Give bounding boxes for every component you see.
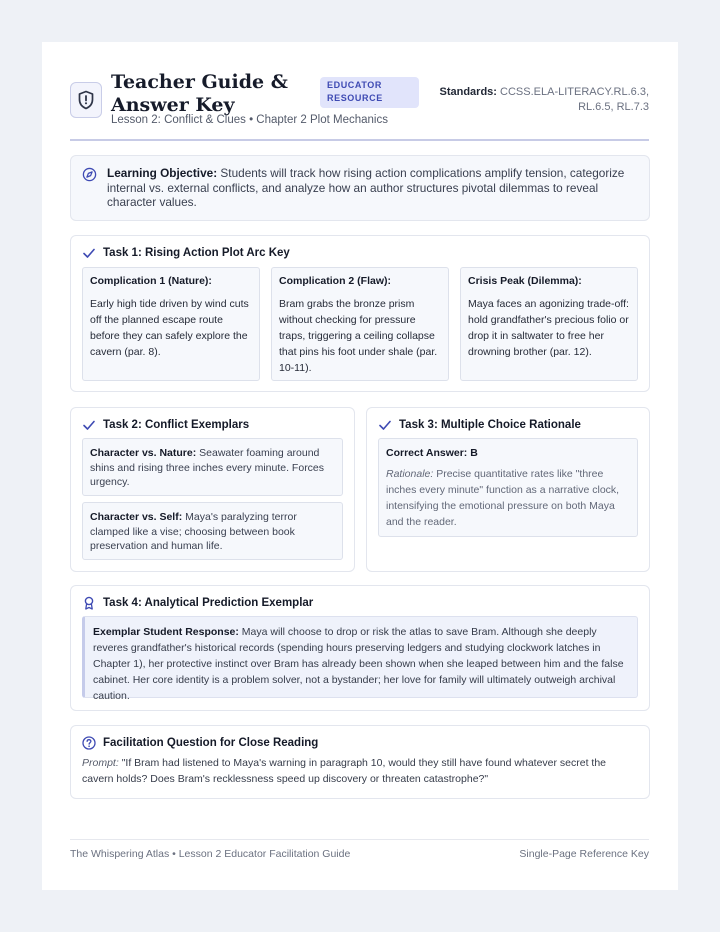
standards-value: CCSS.ELA-LITERACY.RL.6.3, RL.6.5, RL.7.3 [500,86,649,113]
educator-resource-badge: EDUCATOR RESOURCE [320,77,419,108]
conflict-exemplar-nature [82,438,343,496]
guide-page [42,42,678,890]
lesson-subtitle: Lesson 2: Conflict & Clues • Chapter 2 Plot Mechanics [111,114,388,126]
task1-title [82,246,290,260]
facilitation-title [82,736,318,750]
help-circle-icon [82,736,96,750]
footer-divider [70,839,649,840]
task3-title-text: Task 3: Multiple Choice Rationale [399,419,581,431]
task2-title-text: Task 2: Conflict Exemplars [103,419,250,431]
task3-title [378,418,581,432]
exemplar-label: Character vs. Nature: [90,447,197,459]
exemplar-text: Maya's paralyzing terror clamped like a vise; choosing between book preservation and human life. [90,511,297,552]
footer-left: The Whispering Atlas • Lesson 2 Educator Facilitation Guide [70,848,351,860]
rationale-body: Precise quantitative rates like "three inches every minute" function as a narrative clock, intensifying the emotional pressure on both Maya and the reader. [386,467,620,528]
plot-card-crisis-peak [460,267,638,381]
objective-text [107,166,635,210]
task1-title-text: Task 1: Rising Action Plot Arc Key [103,247,290,259]
task4-section [70,585,650,711]
standards [424,85,649,115]
check-icon [82,246,96,260]
rationale-text [386,466,630,530]
rationale-label: Rationale: [386,467,434,480]
exemplar-label: Character vs. Self: [90,511,183,523]
exemplar-response-text: Maya will choose to drop or risk the atlas to save Bram. Although she deeply reveres grandfather's historical records (spending hours preserving ledgers and studying clockwork latches in Chapter 1), her protective instinct over Bram has already been shown when she leaped between him and the false cabinet. Her core identity is a problem solver, not a bystander; her love for family will ultimately outweigh archival caution. [93,626,624,702]
card-heading: Complication 2 (Flaw): [279,275,392,287]
conflict-exemplar-self [82,502,343,560]
compass-icon [82,167,97,187]
card-heading: Complication 1 (Nature): [90,275,212,287]
card-body: Bram grabs the bronze prism without checking for pressure traps, triggering a ceiling collapse that pins his foot under shale (par. 10-11). [279,298,438,374]
card-heading: Crisis Peak (Dilemma): [468,275,582,287]
task1-section [70,235,650,392]
header-divider [70,139,649,141]
exemplar-response [82,616,638,702]
facilitation-section [70,725,650,799]
task4-title [82,596,313,610]
rationale-card [378,438,638,537]
prompt-label: Prompt: [82,757,119,769]
correct-answer: Correct Answer: B [386,447,478,459]
award-icon [82,596,96,610]
card-body: Maya faces an agonizing trade-off: hold grandfather's precious folio or drop it in saltwater to free her drowning brother (par. 12). [468,298,629,358]
learning-objective-panel [70,155,650,221]
exemplar-text: Seawater foaming around shins and rising three inches every minute. Forces urgency. [90,447,325,488]
check-icon [378,418,392,432]
page-title: Teacher Guide & Answer Key [111,71,288,116]
shield-alert-icon [70,82,102,118]
exemplar-response-label: Exemplar Student Response: [93,626,239,638]
plot-card-complication-2 [271,267,449,381]
objective-label: Learning Objective: [107,166,218,180]
task3-section [366,407,650,572]
task4-title-text: Task 4: Analytical Prediction Exemplar [103,597,314,609]
task2-title [82,418,249,432]
footer-right: Single-Page Reference Key [519,848,649,860]
card-body: Early high tide driven by wind cuts off the planned escape route before they can safely explore the cavern (par. 8). [90,298,249,358]
objective-body: Students will track how rising action complications amplify tension, categorize internal vs. external conflicts, and analyze how an author structures pivotal dilemmas to reveal character values. [107,166,625,209]
facilitation-prompt [82,755,635,787]
plot-card-complication-1 [82,267,260,381]
task2-section [70,407,355,572]
prompt-text: "If Bram had listened to Maya's warning in paragraph 10, would they still have found whatever secret the cavern holds? Does Bram's recklessness speed up discovery or threaten catastrophe?" [82,757,607,785]
standards-label: Standards: [439,86,497,98]
check-icon [82,418,96,432]
facilitation-title-text: Facilitation Question for Close Reading [103,737,319,749]
